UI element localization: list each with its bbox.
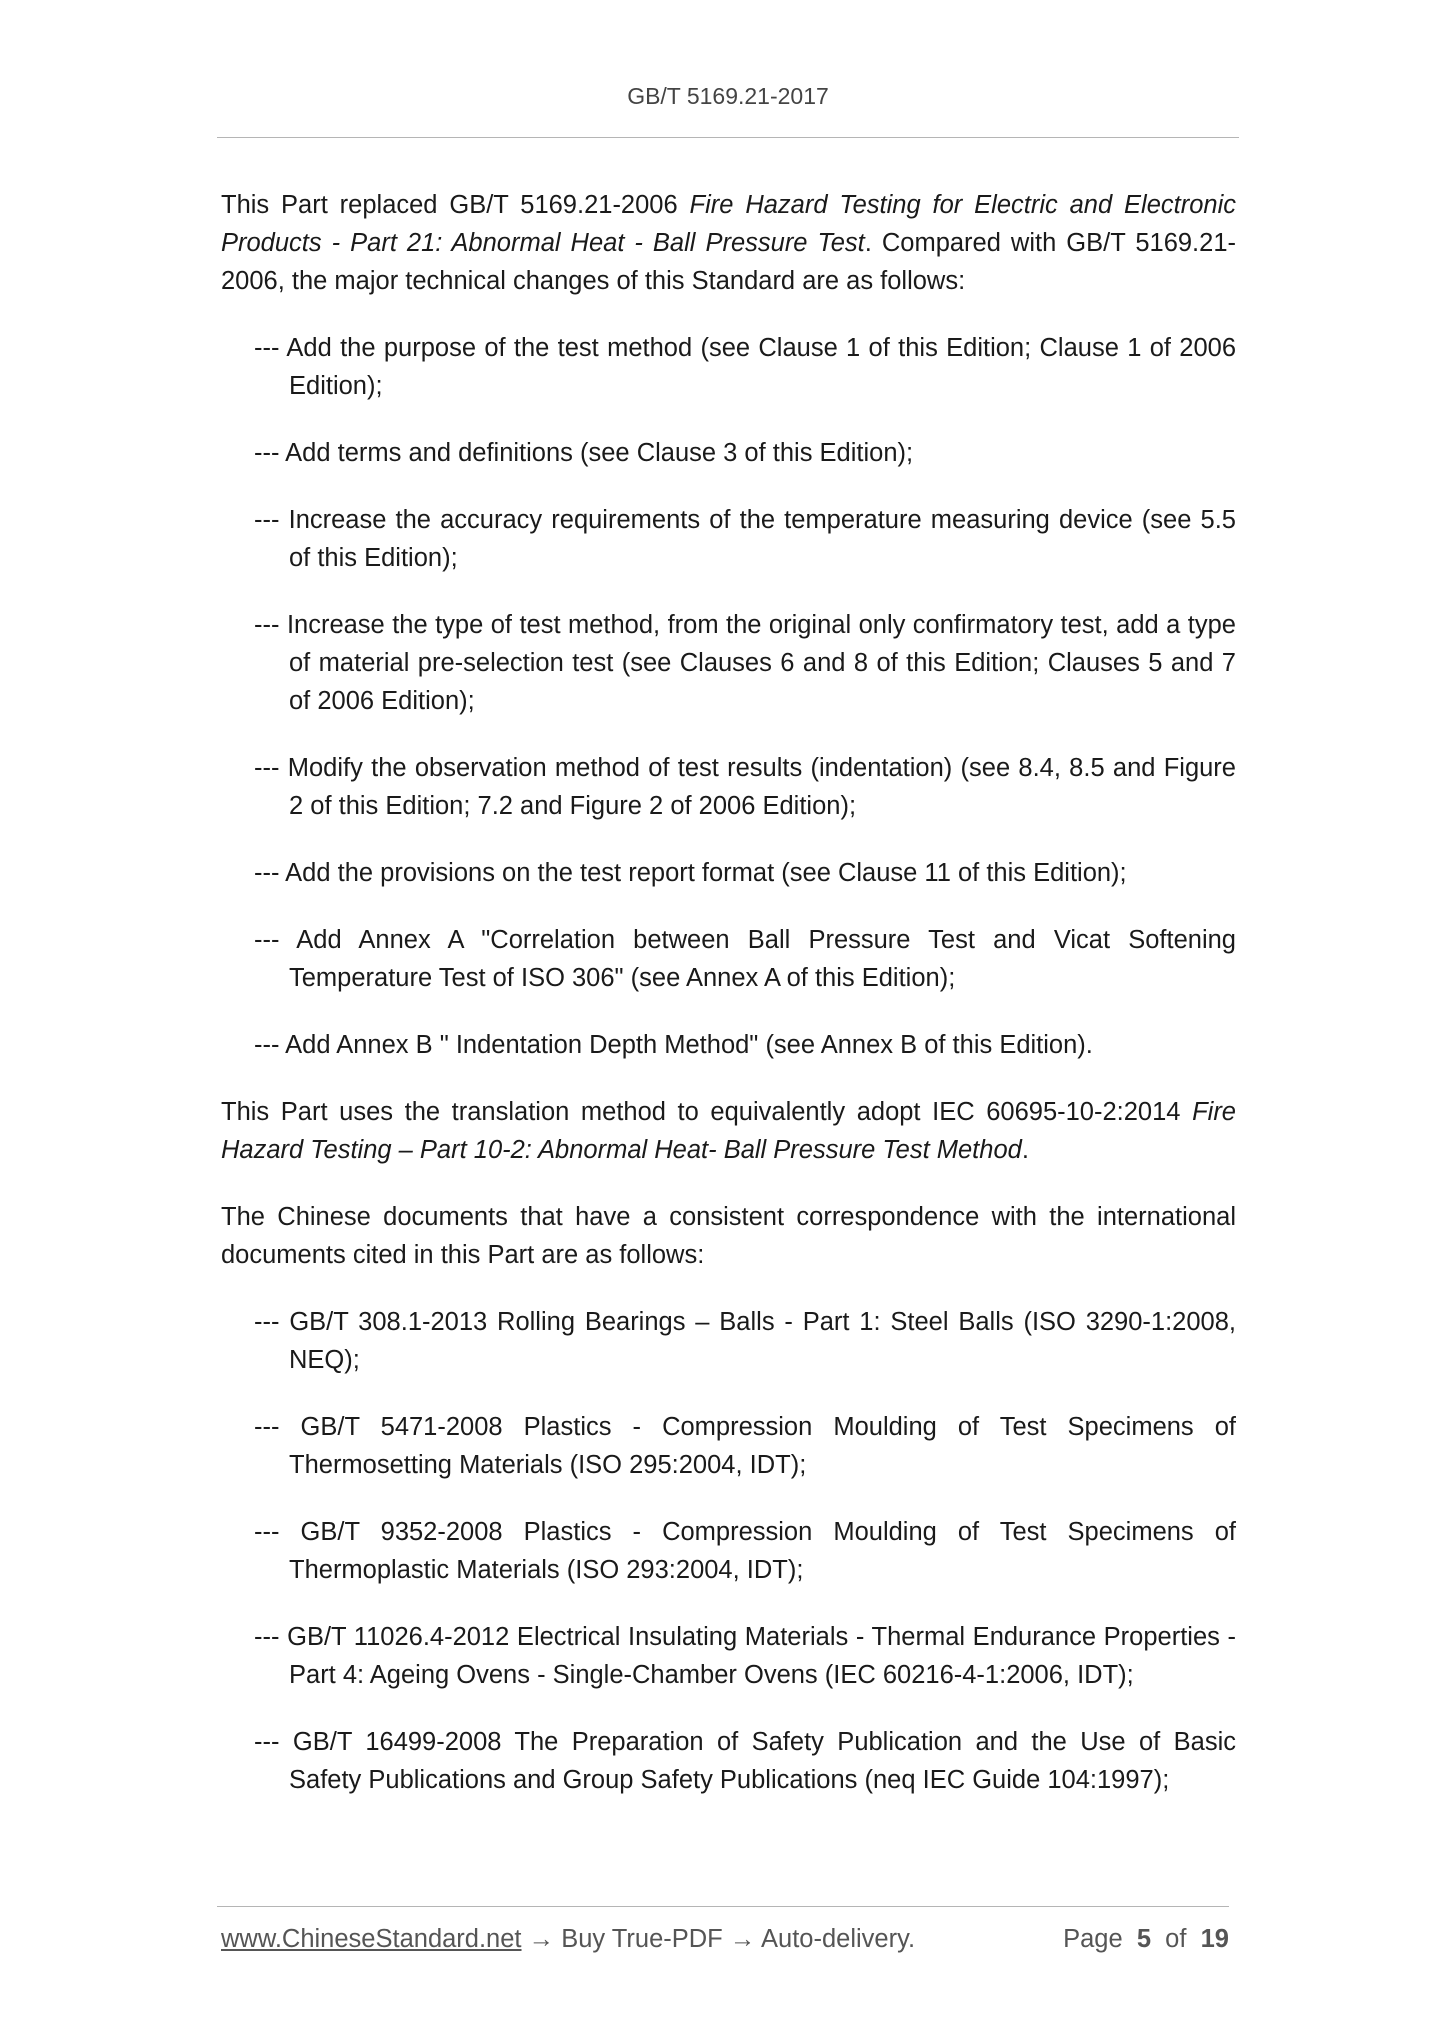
arrow-icon: → [528,1925,555,1953]
list-dash: --- [254,506,280,534]
footer-divider [217,1906,1229,1907]
list-item [254,1303,1236,1379]
list-item [254,1513,1236,1589]
adoption-text-start: This Part uses the translation method to equivalently adopt IEC 60695-10-2:2014 [221,1098,1193,1126]
list-dash: --- [254,1623,280,1651]
list-item [254,434,1236,472]
list-item [254,1408,1236,1484]
references-list [221,1303,1236,1799]
list-item [254,501,1236,577]
list-dash: --- [254,859,280,887]
list-item-text: GB/T 5471-2008 Plastics - Compression Moulding of Test Specimens of Thermosetting Materials (ISO 295:2004, IDT); [289,1413,1236,1479]
list-item-text: Increase the type of test method, from the original only confirmatory test, add a type of material pre-selection test (see Clauses 6 and 8 of this Edition; Clauses 5 and 7 of 2006 Edition); [286,611,1236,715]
list-item [254,749,1236,825]
list-dash: --- [254,1413,280,1441]
list-item-text: GB/T 11026.4-2012 Electrical Insulating Materials - Thermal Endurance Properties - Part 4: Ageing Ovens - Single-Chamber Ovens (IEC 60216-4-1:2006, IDT); [287,1623,1236,1689]
list-item [254,1618,1236,1694]
list-item [254,1026,1236,1064]
list-item-text: GB/T 308.1-2013 Rolling Bearings – Balls - Part 1: Steel Balls (ISO 3290-1:2008, NEQ); [289,1308,1236,1374]
list-item-text: Increase the accuracy requirements of the temperature measuring device (see 5.5 of this Edition); [288,506,1236,572]
list-item [254,921,1236,997]
list-dash: --- [254,611,280,639]
list-item [254,329,1236,405]
list-item [254,1723,1236,1799]
document-body [221,186,1236,1828]
list-item [254,606,1236,720]
of-label: of [1165,1925,1187,1953]
intro-cited-title: Fire Hazard Testing for Electric and Electronic Products - Part 21: Abnormal Heat - Ball Pressure Test [221,191,1236,257]
page-number [1063,1925,1229,1954]
list-dash: --- [254,1728,280,1756]
list-item [254,854,1236,892]
website-link[interactable]: www.ChineseStandard.net [221,1925,522,1953]
list-item-text: GB/T 16499-2008 The Preparation of Safety Publication and the Use of Basic Safety Publications and Group Safety Publications (neq IEC Guide 104:1997); [289,1728,1237,1794]
header-divider [217,137,1239,138]
page-footer [221,1925,1229,1954]
list-item-text: Add terms and definitions (see Clause 3 of this Edition); [285,439,914,467]
list-item-text: Add the provisions on the test report format (see Clause 11 of this Edition); [285,859,1127,887]
adoption-paragraph [221,1093,1236,1169]
intro-text-start: This Part replaced GB/T 5169.21-2006 [221,191,690,219]
page-label: Page [1063,1925,1123,1953]
buy-text: Buy True-PDF [561,1925,723,1953]
technical-changes-list [221,329,1236,1064]
intro-paragraph [221,186,1236,300]
list-dash: --- [254,1518,280,1546]
list-item-text: GB/T 9352-2008 Plastics - Compression Moulding of Test Specimens of Thermoplastic Materials (ISO 293:2004, IDT); [289,1518,1236,1584]
delivery-text: Auto-delivery. [761,1925,916,1953]
list-item-text: Add Annex A "Correlation between Ball Pressure Test and Vicat Softening Temperature Test of ISO 306" (see Annex A of this Edition); [289,926,1236,992]
intro-text-end: . Compared with GB/T 5169.21-2006, the major technical changes of this Standard are as follows: [221,229,1236,295]
list-item-text: Add the purpose of the test method (see Clause 1 of this Edition; Clause 1 of 2006 Edition); [286,334,1236,400]
list-item-text: Add Annex B " Indentation Depth Method" (see Annex B of this Edition). [285,1031,1093,1059]
list-dash: --- [254,334,280,362]
list-dash: --- [254,1308,280,1336]
list-dash: --- [254,439,280,467]
correspondence-paragraph: The Chinese documents that have a consistent correspondence with the international documents cited in this Part are as follows: [221,1203,1236,1269]
page-current: 5 [1136,1925,1151,1953]
list-dash: --- [254,926,280,954]
page-header-title: GB/T 5169.21-2017 [627,83,829,109]
list-dash: --- [254,754,280,782]
adoption-cited-title: Fire Hazard Testing – Part 10-2: Abnormal Heat- Ball Pressure Test Method [221,1098,1236,1164]
list-item-text: Modify the observation method of test results (indentation) (see 8.4, 8.5 and Figure 2 of this Edition; 7.2 and Figure 2 of 2006 Edition); [287,754,1236,820]
arrow-icon: → [729,1925,756,1953]
page-total: 19 [1200,1925,1229,1953]
list-dash: --- [254,1031,280,1059]
adoption-text-end: . [1021,1136,1029,1164]
